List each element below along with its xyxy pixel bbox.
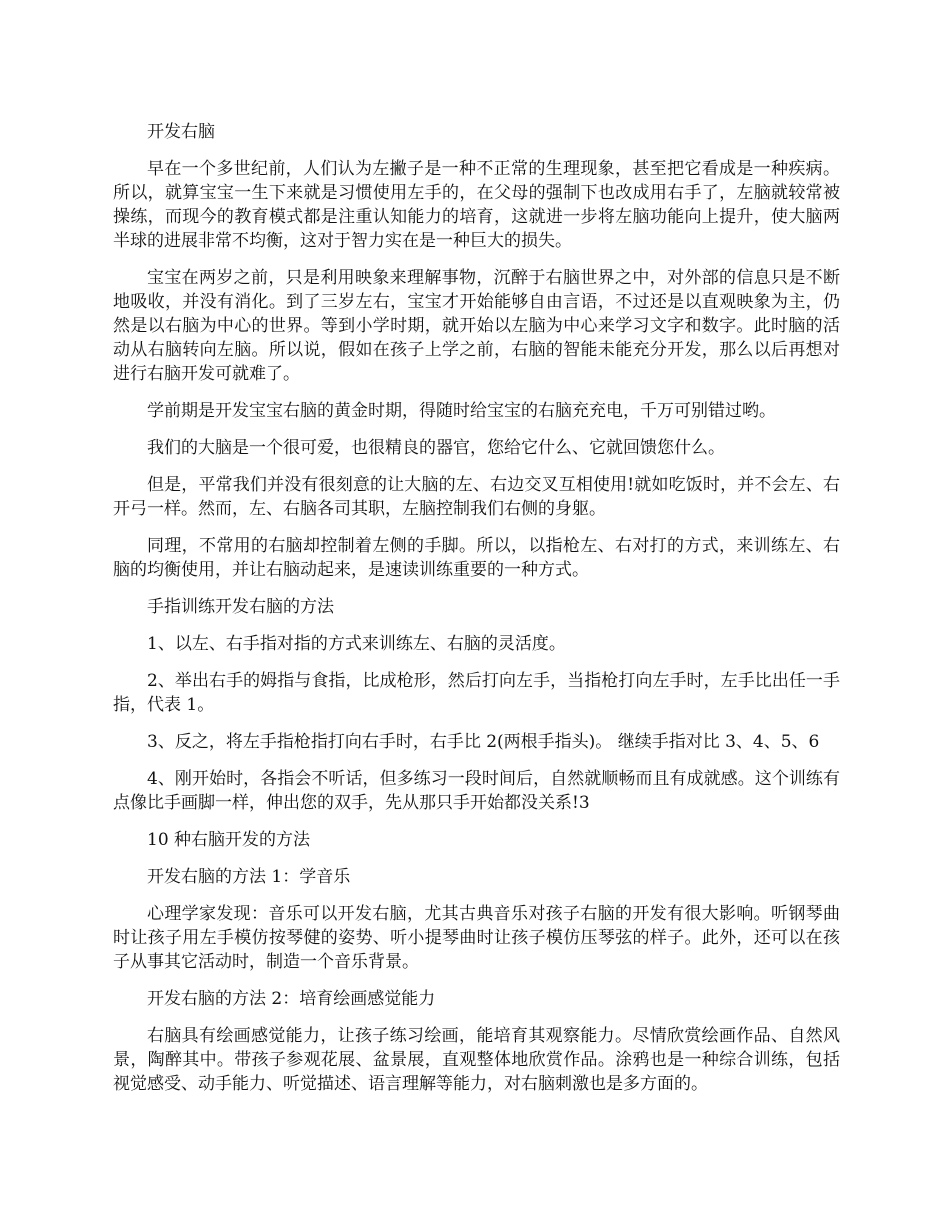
list-item: 1、以左、右手指对指的方式来训练左、右脑的灵活度。 (147, 634, 566, 654)
paragraph: 宝宝在两岁之前，只是利用映象来理解事物，沉醉于右脑世界之中，对外部的信息只是不断地吸收，并没有消化。到了三岁左右，宝宝才开始能够自由言语，不过还是以直观映象为主，仍然是以右脑为中心的世界。等到小学时期，就开始以左脑为中心来学习文字和数字。此时脑的活动从右脑转向左脑。所以说，假如在孩子上学之前，右脑的智能未能充分开发，那么以后再想对进行右脑开发可就难了。 (113, 268, 840, 384)
list-item: 2、举出右手的姆指与食指，比成枪形，然后打向左手，当指枪打向左手时，左手比出任一手指，代表 1。 (113, 671, 840, 715)
paragraph: 右脑具有绘画感觉能力，让孩子练习绘画，能培育其观察能力。尽情欣赏绘画作品、自然风景，陶醉其中。带孩子参观花展、盆景展，直观整体地欣赏作品。涂鸦也是一种综合训练，包括视觉感受、动手能力、听觉描述、语言理解等能力，对右脑刺激也是多方面的。 (113, 1026, 840, 1094)
paragraph: 我们的大脑是一个很可爱，也很精良的器官，您给它什么、它就回馈您什么。 (147, 438, 725, 458)
paragraph: 但是，平常我们并没有很刻意的让大脑的左、右边交叉互相使用!就如吃饭时，并不会左、右开弓一样。然而，左、右脑各司其职，左脑控制我们右侧的身躯。 (113, 475, 840, 519)
paragraph: 同理，不常用的右脑却控制着左侧的手脚。所以，以指枪左、右对打的方式，来训练左、右脑的均衡使用，并让右脑动起来，是速读训练重要的一种方式。 (113, 536, 840, 580)
list-item: 3、反之，将左手指枪指打向右手时，右手比 2(两根手指头)。 继续手指对比 3、4、5、6 (147, 732, 820, 752)
paragraph: 心理学家发现：音乐可以开发右脑，尤其古典音乐对孩子右脑的开发有很大影响。听钢琴曲时让孩子用左手模仿按琴健的姿势、听小提琴曲时让孩子模仿压琴弦的样子。此外，还可以在孩子从事其它活动时，制造一个音乐背景。 (113, 904, 840, 972)
section-heading: 开发右脑的方法 2：培育绘画感觉能力 (147, 989, 436, 1009)
document-page (113, 120, 840, 1109)
section-heading: 10 种右脑开发的方法 (147, 830, 311, 850)
paragraph: 学前期是开发宝宝右脑的黄金时期，得随时给宝宝的右脑充充电，千万可别错过哟。 (147, 401, 776, 421)
paragraph: 早在一个多世纪前，人们认为左撇子是一种不正常的生理现象，甚至把它看成是一种疾病。所以，就算宝宝一生下来就是习惯使用左手的，在父母的强制下也改成用右手了，左脑就较常被操练，而现今的教育模式都是注重认知能力的培育，这就进一步将左脑功能向上提升，使大脑两半球的进展非常不均衡，这对于智力实在是一种巨大的损失。 (113, 159, 840, 251)
section-heading: 开发右脑 (147, 122, 215, 142)
list-item: 4、刚开始时，各指会不听话，但多练习一段时间后，自然就顺畅而且有成就感。这个训练有点像比手画脚一样，伸出您的双手，先从那只手开始都没关系!3 (113, 769, 840, 813)
section-heading: 开发右脑的方法 1：学音乐 (147, 867, 351, 887)
section-heading: 手指训练开发右脑的方法 (147, 597, 334, 617)
